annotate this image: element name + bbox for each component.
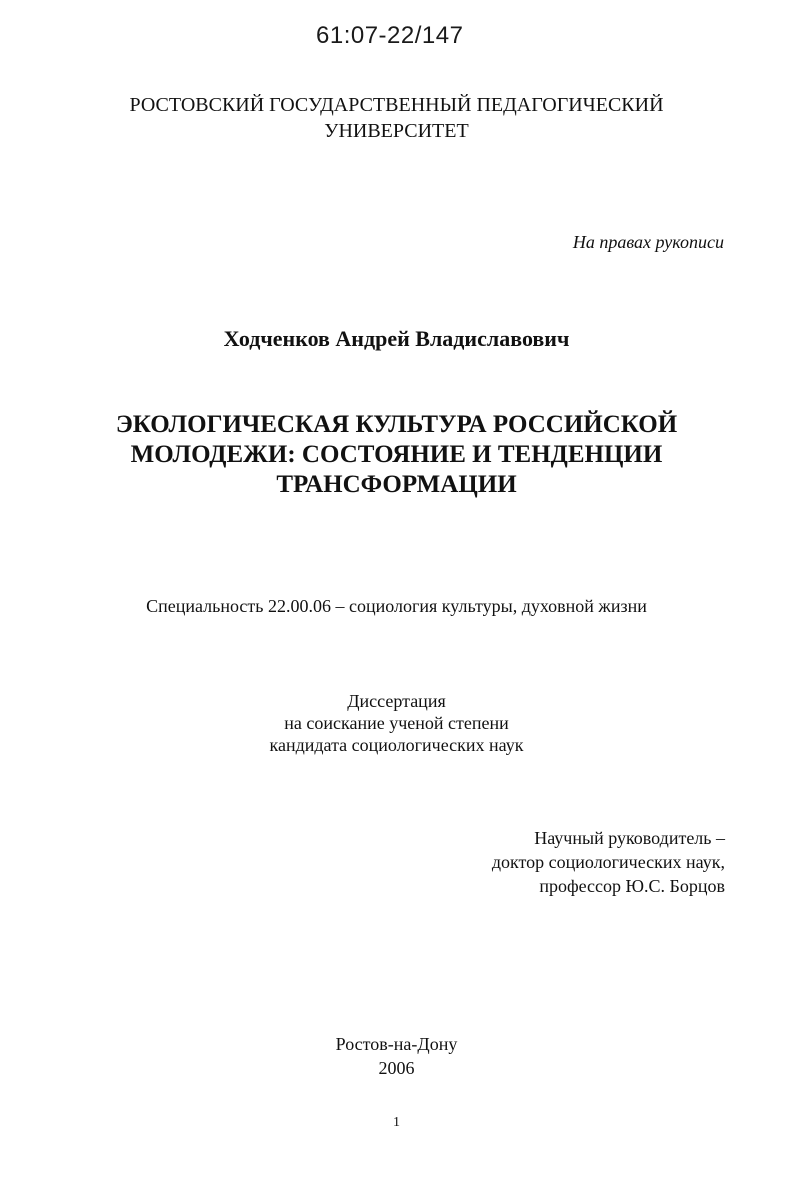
manuscript-note: На правах рукописи: [572, 232, 724, 252]
catalog-number: 61:07-22/147: [316, 22, 464, 49]
title-line-2: МОЛОДЕЖИ: СОСТОЯНИЕ И ТЕНДЕНЦИИ: [130, 441, 663, 468]
place-and-year: [0, 1032, 793, 1080]
city: Ростов-на-Дону: [335, 1034, 458, 1054]
supervisor-line-1: Научный руководитель –: [534, 828, 725, 848]
university-line-2: УНИВЕРСИТЕТ: [324, 120, 469, 142]
degree-line-2: на соискание ученой степени: [284, 713, 509, 733]
page-number: 1: [393, 1115, 400, 1130]
university-line-1: РОСТОВСКИЙ ГОСУДАРСТВЕННЫЙ ПЕДАГОГИЧЕСКИЙ: [129, 94, 664, 116]
author-name: Ходченков Андрей Владиславович: [223, 326, 570, 351]
degree-line-1: Диссертация: [347, 691, 446, 711]
dissertation-title: [0, 410, 793, 500]
specialty: Специальность 22.00.06 – социология культуры, духовной жизни: [146, 596, 647, 616]
title-line-1: ЭКОЛОГИЧЕСКАЯ КУЛЬТУРА РОССИЙСКОЙ: [115, 411, 678, 438]
title-line-3: ТРАНСФОРМАЦИИ: [276, 471, 517, 498]
supervisor-info: [440, 826, 725, 898]
degree-info: [0, 690, 793, 756]
year: 2006: [378, 1058, 415, 1078]
supervisor-line-3: профессор Ю.С. Борцов: [539, 876, 725, 896]
supervisor-line-2: доктор социологических наук,: [491, 852, 725, 872]
university-name: [0, 92, 793, 144]
degree-line-3: кандидата социологических наук: [269, 735, 524, 755]
